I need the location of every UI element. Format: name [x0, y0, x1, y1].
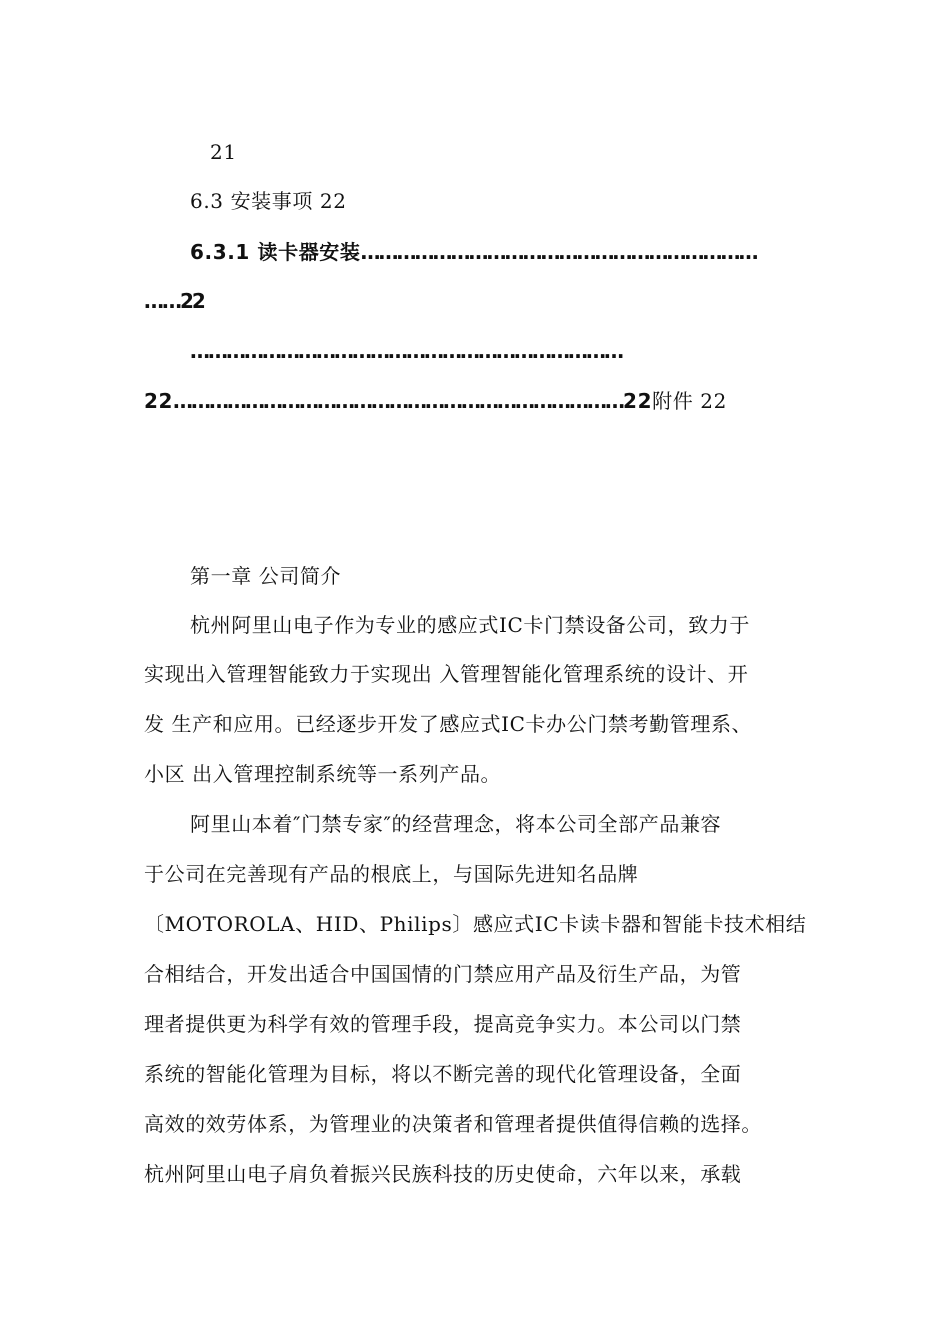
- toc-entry-6-3-1-continued: [144, 286, 204, 316]
- toc-leader-dots: …………………………………………………………: [360, 240, 757, 264]
- toc-entry-appendix: 附件 22: [652, 389, 727, 413]
- paragraph-line: 高效的效劳体系，为管理业的决策者和管理者提供值得信赖的选择。: [144, 1112, 762, 1136]
- toc-leader-dots: …………………………………………………………………: [173, 389, 624, 413]
- toc-leader-line: [190, 336, 622, 366]
- toc-page-number: 22: [144, 389, 174, 413]
- paragraph-line: 系统的智能化管理为目标，将以不断完善的现代化管理设备，全面: [144, 1062, 742, 1086]
- toc-leader-dots: ………………………………………………………………: [190, 339, 622, 363]
- toc-entry-appendix-line: [144, 386, 727, 416]
- paragraph-line: 理者提供更为科学有效的管理手段，提高竞争实力。本公司以门禁: [144, 1012, 742, 1036]
- toc-page-number: 21: [210, 140, 237, 164]
- paragraph-line: 小区 出入管理控制系统等一系列产品。: [144, 762, 502, 786]
- paragraph-line: 杭州阿里山电子作为专业的感应式IC卡门禁设备公司，致力于: [190, 613, 751, 637]
- paragraph-line: 阿里山本着″门禁专家″的经营理念，将本公司全部产品兼容: [190, 812, 722, 836]
- paragraph-line: 合相结合，开发出适合中国国情的门禁应用产品及衍生产品，为管: [144, 962, 742, 986]
- paragraph-line: 〔MOTOROLA、HID、Philips〕感应式IC卡读卡器和智能卡技术相结: [144, 912, 807, 936]
- paragraph-line: 实现出入管理智能致力于实现出 入管理智能化管理系统的设计、开: [144, 662, 749, 686]
- toc-entry-title: 6.3.1 读卡器安装: [190, 240, 361, 264]
- toc-page-number: 22: [623, 389, 653, 413]
- toc-entry-6-3-1: [190, 237, 757, 267]
- paragraph-line: 杭州阿里山电子肩负着振兴民族科技的历史使命，六年以来，承载: [144, 1162, 742, 1186]
- chapter-heading: 第一章 公司简介: [190, 564, 342, 588]
- toc-leader-dots-page: ……22: [144, 289, 204, 313]
- paragraph-line: 于公司在完善现有产品的根底上，与国际先进知名品牌: [144, 862, 639, 886]
- toc-entry-6-3: 6.3 安装事项 22: [190, 189, 347, 213]
- paragraph-line: 发 生产和应用。已经逐步开发了感应式IC卡办公门禁考勤管理系、: [144, 712, 753, 736]
